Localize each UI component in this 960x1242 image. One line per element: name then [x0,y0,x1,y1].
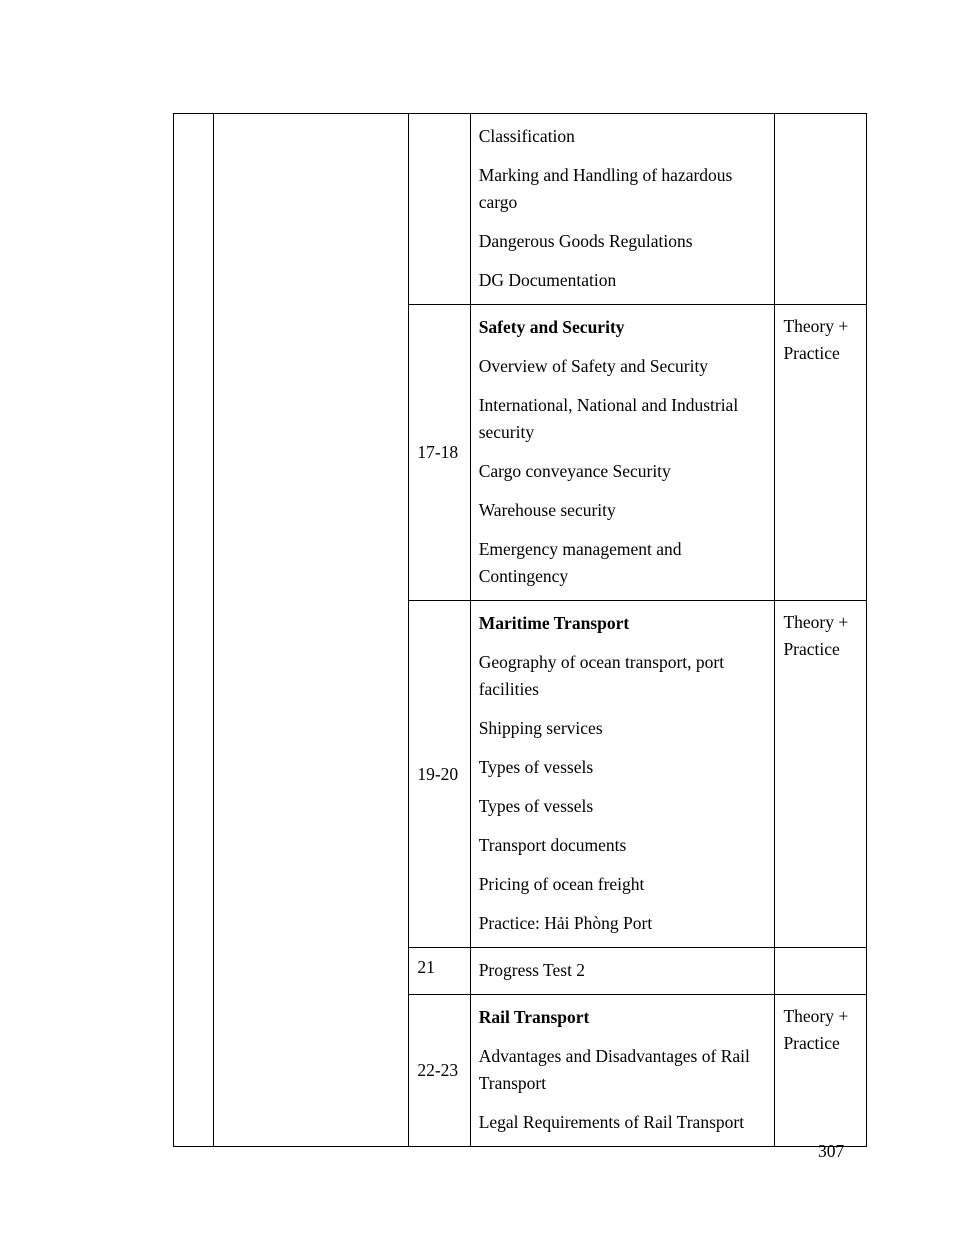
week-cell [409,114,470,305]
week-cell: 21 [409,948,470,995]
content-item: Dangerous Goods Regulations [478,231,693,251]
table-row [174,114,867,305]
content-cell [470,305,775,601]
content-item: Progress Test 2 [478,960,586,980]
week-cell: 17-18 [409,305,470,601]
content-cell [470,948,775,995]
content-cell [470,601,775,948]
empty-index-cell [174,114,214,1147]
section-heading: Safety and Security [478,317,625,337]
week-cell: 22-23 [409,995,470,1147]
content-item: Emergency management and Contingency [478,539,682,586]
content-item: Types of vessels [478,757,594,777]
content-item: Geography of ocean transport, port facilities [478,652,725,699]
method-cell: Theory + Practice [775,601,867,948]
content-item: DG Documentation [478,270,617,290]
content-item: Classification [478,126,575,146]
content-item: Transport documents [478,835,627,855]
content-item: Legal Requirements of Rail Transport [478,1112,745,1132]
content-item: Practice: Hải Phòng Port [478,913,653,933]
method-cell: Theory + Practice [775,305,867,601]
content-item: Shipping services [478,718,603,738]
syllabus-table [173,113,867,1147]
content-item: Cargo conveyance Security [478,461,671,481]
content-item: Types of vessels [478,796,594,816]
section-heading: Rail Transport [478,1007,590,1027]
content-item: International, National and Industrial security [478,395,739,442]
method-cell: Theory + Practice [775,995,867,1147]
content-item: Warehouse security [478,500,616,520]
week-cell: 19-20 [409,601,470,948]
page-number: 307 [818,1141,845,1161]
empty-topic-cell [214,114,409,1147]
content-item: Pricing of ocean freight [478,874,645,894]
content-item: Overview of Safety and Security [478,356,709,376]
method-cell [775,948,867,995]
content-cell [470,114,775,305]
content-cell [470,995,775,1147]
section-heading: Maritime Transport [478,613,630,633]
content-item: Advantages and Disadvantages of Rail Transport [478,1046,750,1093]
content-item: Marking and Handling of hazardous cargo [478,165,733,212]
method-cell [775,114,867,305]
